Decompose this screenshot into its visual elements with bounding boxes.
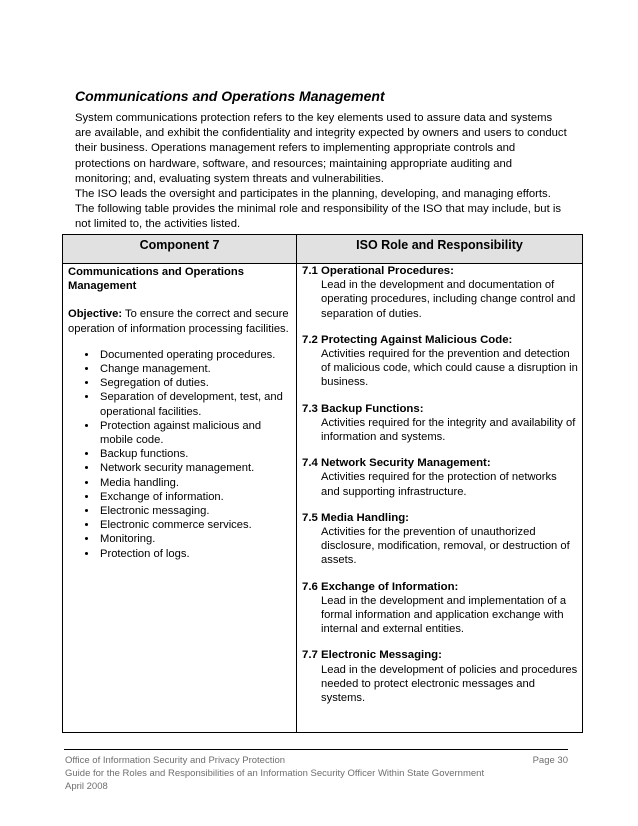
role-heading: 7.1 Operational Procedures: (302, 265, 454, 277)
footer-date: April 2008 (65, 781, 108, 792)
list-item: • Electronic messaging. (98, 504, 292, 518)
role-heading: 7.7 Electronic Messaging: (302, 649, 442, 662)
role-heading: 7.2 Protecting Against Malicious Code: (302, 333, 513, 346)
activity-list (68, 348, 292, 561)
responsibility-table (62, 234, 583, 733)
list-item: • Monitoring. (98, 532, 292, 546)
role-text: Lead in the development and implementation of a formal information and application exchange with internal and external entities. (321, 594, 567, 636)
role-text: Activities for the prevention of unauthorized disclosure, modification, removal, or destruction of assets. (321, 526, 570, 567)
role-7-7 (302, 648, 578, 705)
page-number: Page 30 (532, 755, 568, 766)
role-7-6 (302, 580, 578, 637)
component-cell (63, 264, 297, 733)
footer-line-1 (65, 755, 568, 767)
component-header: Component 7 (63, 235, 297, 264)
footer-office: Office of Information Security and Privacy Protection (65, 755, 286, 766)
list-item: • Segregation of duties. (98, 376, 292, 390)
list-item: • Separation of development, test, and operational facilities. (98, 390, 292, 418)
role-text: Activities required for the protection of networks and supporting infrastructure. (321, 471, 557, 498)
objective (68, 307, 292, 335)
role-heading: 7.3 Backup Functions: (302, 402, 424, 415)
component-title: Communications and Operations Management (68, 266, 244, 293)
intro-paragraph: System communications protection refers to the key elements used to assure data and systems are available, and exhibit the confidentiality and integrity expected by owners and users to conduct their business. Operations management refers to implementing appropriate controls and protections on hardware, software, and resources; maintaining appropriate auditing and monitoring; and, evaluating system threats and vulnerabilities. (75, 112, 567, 185)
iso-role-cell (297, 264, 583, 733)
list-item: • Electronic commerce services. (98, 518, 292, 532)
role-heading: 7.4 Network Security Management: (302, 457, 491, 470)
role-text: Lead in the development and documentation of operating procedures, including change control and separation of duties. (321, 279, 576, 320)
role-7-5 (302, 511, 578, 568)
list-item: • Exchange of information. (98, 490, 292, 504)
list-item: • Documented operating procedures. (98, 348, 292, 362)
table-header-row (63, 235, 583, 264)
footer-guide-title: Guide for the Roles and Responsibilities of an Information Security Officer Within State Government (65, 768, 485, 779)
list-item: • Protection against malicious and mobile code. (98, 419, 292, 447)
objective-label: Objective: (68, 308, 123, 321)
role-text: Activities required for the integrity and availability of information and systems. (321, 416, 576, 444)
role-7-3 (302, 402, 578, 445)
section-title: Communications and Operations Management (75, 88, 385, 104)
role-7-2 (302, 333, 578, 390)
role-heading: 7.5 Media Handling: (302, 511, 409, 524)
footer-divider (64, 749, 568, 750)
role-text: Activities required for the prevention and detection of malicious code, which could cause a disruption in business. (321, 348, 578, 389)
iso-paragraph: The ISO leads the oversight and participates in the planning, developing, and managing efforts. The following table provides the minimal role and responsibility of the ISO that may include, but is not limited to, the activities listed. (75, 188, 562, 231)
list-item: • Change management. (98, 362, 292, 376)
role-text: Lead in the development of policies and procedures needed to protect electronic messages and systems. (321, 663, 578, 705)
objective-text: To ensure the correct and secure operation of information processing facilities. (68, 308, 289, 335)
role-7-4 (302, 456, 578, 499)
table-row (63, 264, 583, 733)
iso-role-header: ISO Role and Responsibility (297, 235, 583, 264)
list-item: • Backup functions. (98, 447, 292, 461)
role-7-1 (302, 264, 578, 321)
list-item: • Media handling. (98, 476, 292, 490)
role-heading: 7.6 Exchange of Information: (302, 580, 459, 593)
list-item: • Network security management. (98, 461, 292, 475)
list-item: • Protection of logs. (98, 547, 292, 561)
